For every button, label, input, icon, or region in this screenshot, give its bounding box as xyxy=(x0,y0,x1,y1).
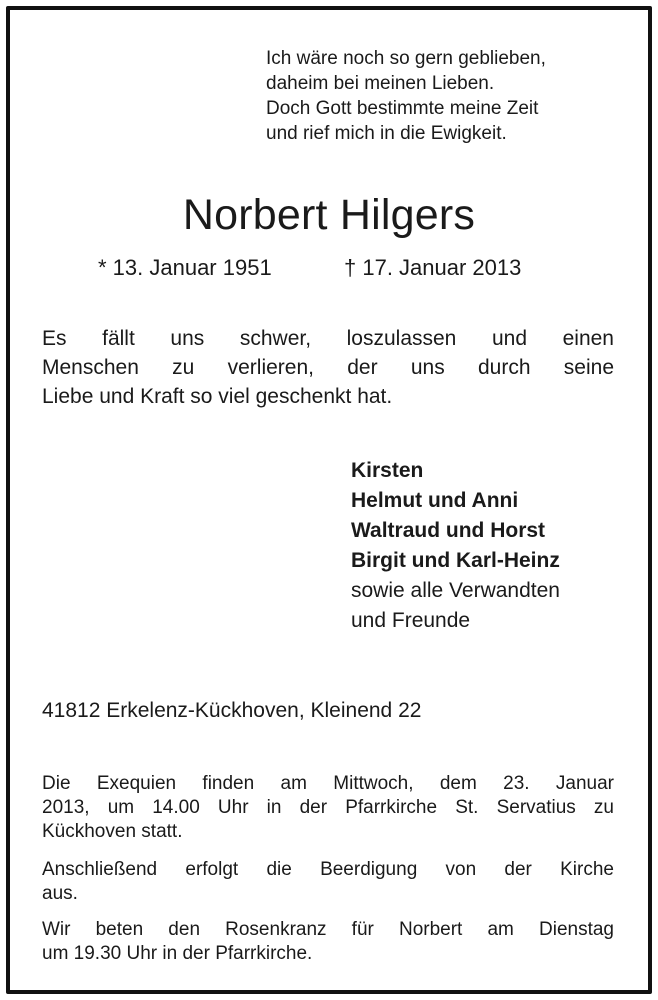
mourner-others: und Freunde xyxy=(351,609,471,632)
service-line: aus. xyxy=(42,883,78,904)
mourner-name: Birgit und Karl-Heinz xyxy=(351,549,560,572)
service-line: 2013, um 14.00 Uhr in der Pfarrkirche St. Servatius zu xyxy=(42,797,614,818)
service-exequien xyxy=(42,772,614,844)
service-line: Wir beten den Rosenkranz für Norbert am Dienstag xyxy=(42,919,614,940)
service-line: um 19.30 Uhr in der Pfarrkirche. xyxy=(42,943,313,964)
service-line: Kückhoven statt. xyxy=(42,821,183,842)
intro-text xyxy=(42,324,614,411)
poem xyxy=(266,46,546,146)
mourner-name: Helmut und Anni xyxy=(351,489,519,512)
intro-line: Liebe und Kraft so viel geschenkt hat. xyxy=(42,385,393,408)
death-date: † 17. Januar 2013 xyxy=(344,255,522,280)
poem-line: daheim bei meinen Lieben. xyxy=(266,73,495,94)
mourner-name: Kirsten xyxy=(351,459,424,482)
intro-line: Menschen zu verlieren, der uns durch seine xyxy=(42,356,614,379)
service-line: Die Exequien finden am Mittwoch, dem 23. Januar xyxy=(42,773,614,794)
poem-line: Ich wäre noch so gern geblieben, xyxy=(266,48,546,69)
poem-line: Doch Gott bestimmte meine Zeit xyxy=(266,98,539,119)
service-burial xyxy=(42,858,614,906)
service-rosary xyxy=(42,918,614,966)
poem-line: und rief mich in die Ewigkeit. xyxy=(266,123,507,144)
service-line: Anschließend erfolgt die Beerdigung von der Kirche xyxy=(42,859,614,880)
birth-date: * 13. Januar 1951 xyxy=(98,255,272,280)
address: 41812 Erkelenz-Kückhoven, Kleinend 22 xyxy=(42,699,422,722)
deceased-name: Norbert Hilgers xyxy=(182,191,476,239)
intro-line: Es fällt uns schwer, loszulassen und einen xyxy=(42,327,614,350)
mourners-list xyxy=(351,456,560,636)
mourner-others: sowie alle Verwandten xyxy=(351,579,560,602)
mourner-name: Waltraud und Horst xyxy=(351,519,546,542)
